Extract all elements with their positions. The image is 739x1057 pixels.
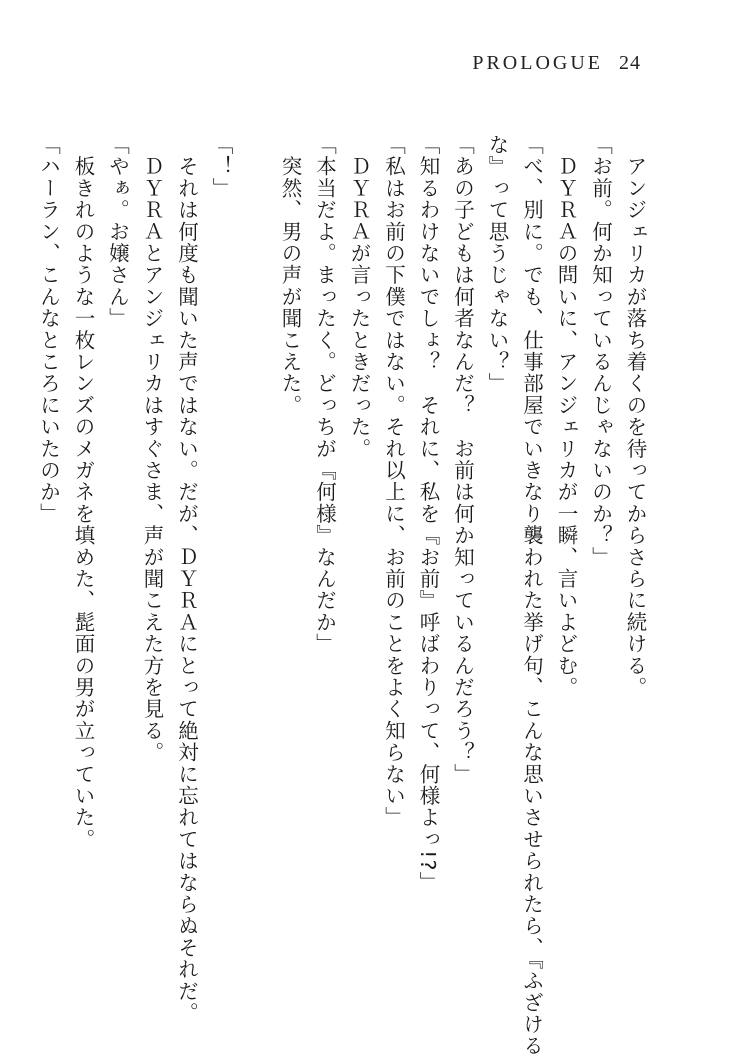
page-header <box>472 52 641 75</box>
text-line: ＤＹＲＡが言ったときだった。 <box>347 134 371 460</box>
chapter-title: PROLOGUE <box>472 52 603 74</box>
page-number: 24 <box>619 52 641 74</box>
text-line: アンジェリカが落ち着くのを待ってからさらに続ける。 <box>623 134 647 699</box>
text-line: それは何度も聞いた声ではない。だが、ＤＹＲＡにとって絶対に忘れてはならぬそれだ。 <box>174 134 199 1024</box>
text-line: 「べ、別に。でも、仕事部屋でいきなり襲われた挙げ句、こんな思いさせられたら、『ふざける <box>519 134 544 1057</box>
text-line: 「本当だよ。まったく。どっちが『何様』なんだか」 <box>312 134 337 655</box>
text-line: 板きれのような一枚レンズのメガネを填めた、髭面の男が立っていた。 <box>71 134 95 851</box>
text-line: 「あの子どもは何者なんだ？ お前は何か知っているんだろう？」 <box>450 134 475 785</box>
text-line: ＤＹＲＡとアンジェリカはすぐさま、声が聞こえた方を見る。 <box>140 134 164 764</box>
text-line: 突然、男の声が聞こえた。 <box>278 134 302 417</box>
text-line: 「知るわけないでしょ？ それに、私を『お前』呼ばわりって、何様よっ!?」 <box>416 134 440 894</box>
text-line: 「やぁ。お嬢さん」 <box>105 134 130 330</box>
blank-line <box>238 134 273 974</box>
text-line: な』って思うじゃない？」 <box>485 134 509 395</box>
text-line: 「お前。何か知っているんじゃないのか？」 <box>588 134 613 568</box>
text-line: 「私はお前の下僕ではない。それ以上に、お前のことをよく知らない」 <box>381 134 406 829</box>
text-line: ＤＹＲＡの問いに、アンジェリカが一瞬、言いよどむ。 <box>554 134 578 699</box>
text-line: 「ハーラン、こんなところにいたのか」 <box>36 134 61 525</box>
text-line: 「！」 <box>209 134 233 200</box>
vertical-body-text <box>36 134 652 1057</box>
